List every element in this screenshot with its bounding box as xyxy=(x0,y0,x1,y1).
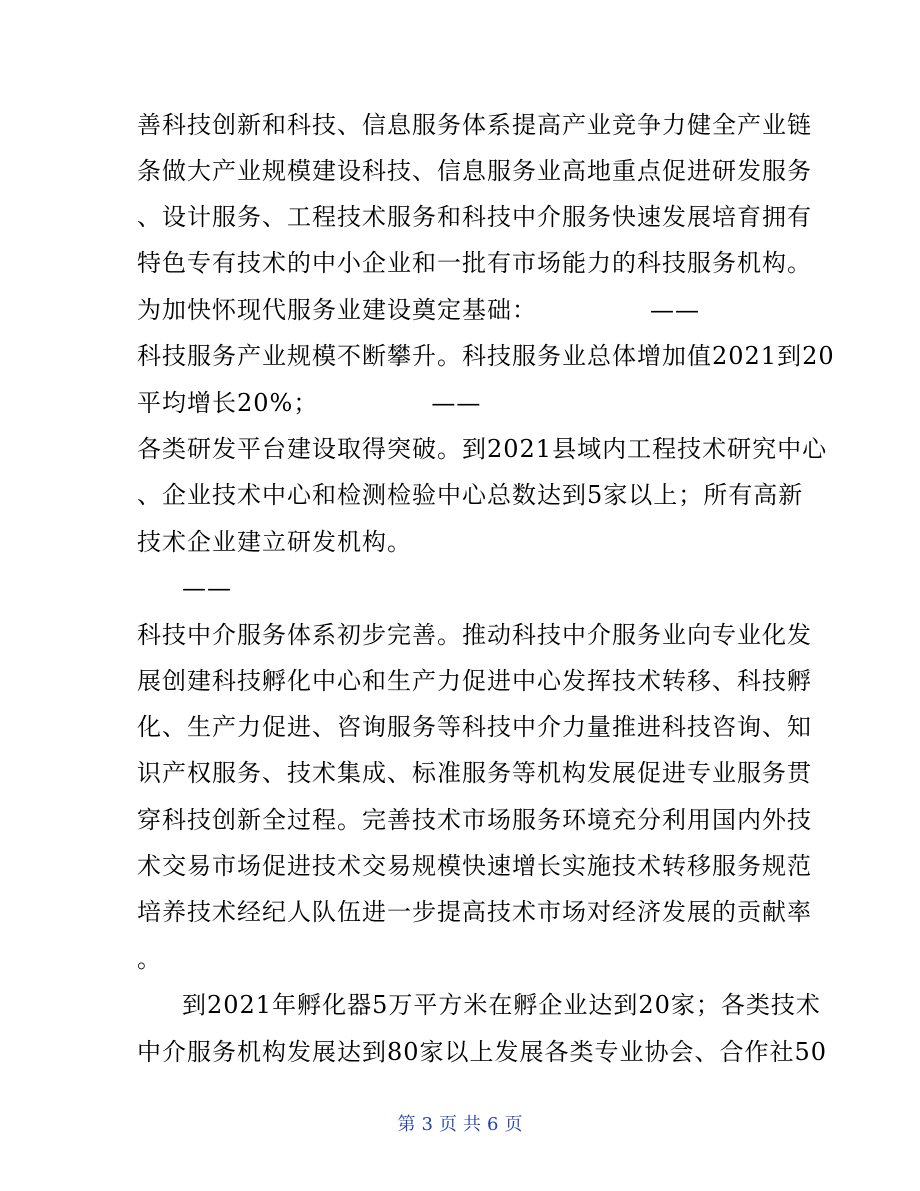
text-line: 中介服务机构发展达到80家以上发展各类专业协会、合作社50 xyxy=(137,1038,828,1066)
text-line: 善科技创新和科技、信息服务体系提高产业竞争力健全产业链 xyxy=(137,111,812,139)
footer-word: 页 xyxy=(504,1114,523,1135)
text-line: 科技中介服务体系初步完善。推动科技中介服务业向专业化发 xyxy=(137,621,812,649)
text-line: 术交易市场促进技术交易规模快速增长实施技术转移服务规范 xyxy=(137,852,812,880)
footer-word: 共 xyxy=(463,1114,481,1135)
text-line-indented: 到2021年孵化器5万平方米在孵企业达到20家；各类技术 xyxy=(182,991,821,1019)
text-line: 条做大产业规模建设科技、信息服务业高地重点促进研发服务 xyxy=(137,157,812,185)
text-line-dash: —— xyxy=(182,574,232,602)
current-page-number: 3 xyxy=(421,1114,433,1135)
text-line: 穿科技创新全过程。完善技术市场服务环境充分利用国内外技 xyxy=(137,806,812,834)
text-line: 展创建科技孵化中心和生产力促进中心发挥技术转移、科技孵 xyxy=(137,667,812,695)
text-line: 、设计服务、工程技术服务和科技中介服务快速发展培育拥有 xyxy=(137,203,812,231)
text-line: 识产权服务、技术集成、标准服务等机构发展促进专业服务贯 xyxy=(137,759,812,787)
text-line: 。 xyxy=(137,945,162,973)
text-line: 各类研发平台建设取得突破。到2021县域内工程技术研究中心 xyxy=(137,435,828,463)
text-line: 科技服务产业规模不断攀升。科技服务业总体增加值2021到20 xyxy=(137,342,835,370)
page-number-footer xyxy=(0,1113,920,1137)
text-line: 化、生产力促进、咨询服务等科技中介力量推进科技咨询、知 xyxy=(137,713,812,741)
text-line: 平均增长20%； —— xyxy=(137,389,482,417)
footer-word: 页 xyxy=(439,1114,457,1135)
text-line: 特色专有技术的中小企业和一批有市场能力的科技服务机构。 xyxy=(137,249,812,277)
total-page-number: 6 xyxy=(487,1114,499,1135)
footer-word: 第 xyxy=(397,1114,416,1135)
text-line: 、企业技术中心和检测检验中心总数达到5家以上；所有高新 xyxy=(137,481,804,509)
text-line: 培养技术经纪人队伍进一步提高技术市场对经济发展的贡献率 xyxy=(137,898,812,926)
text-line: 技术企业建立研发机构。 xyxy=(137,528,412,556)
text-line: 为加快怀现代服务业建设奠定基础： —— xyxy=(137,296,700,324)
